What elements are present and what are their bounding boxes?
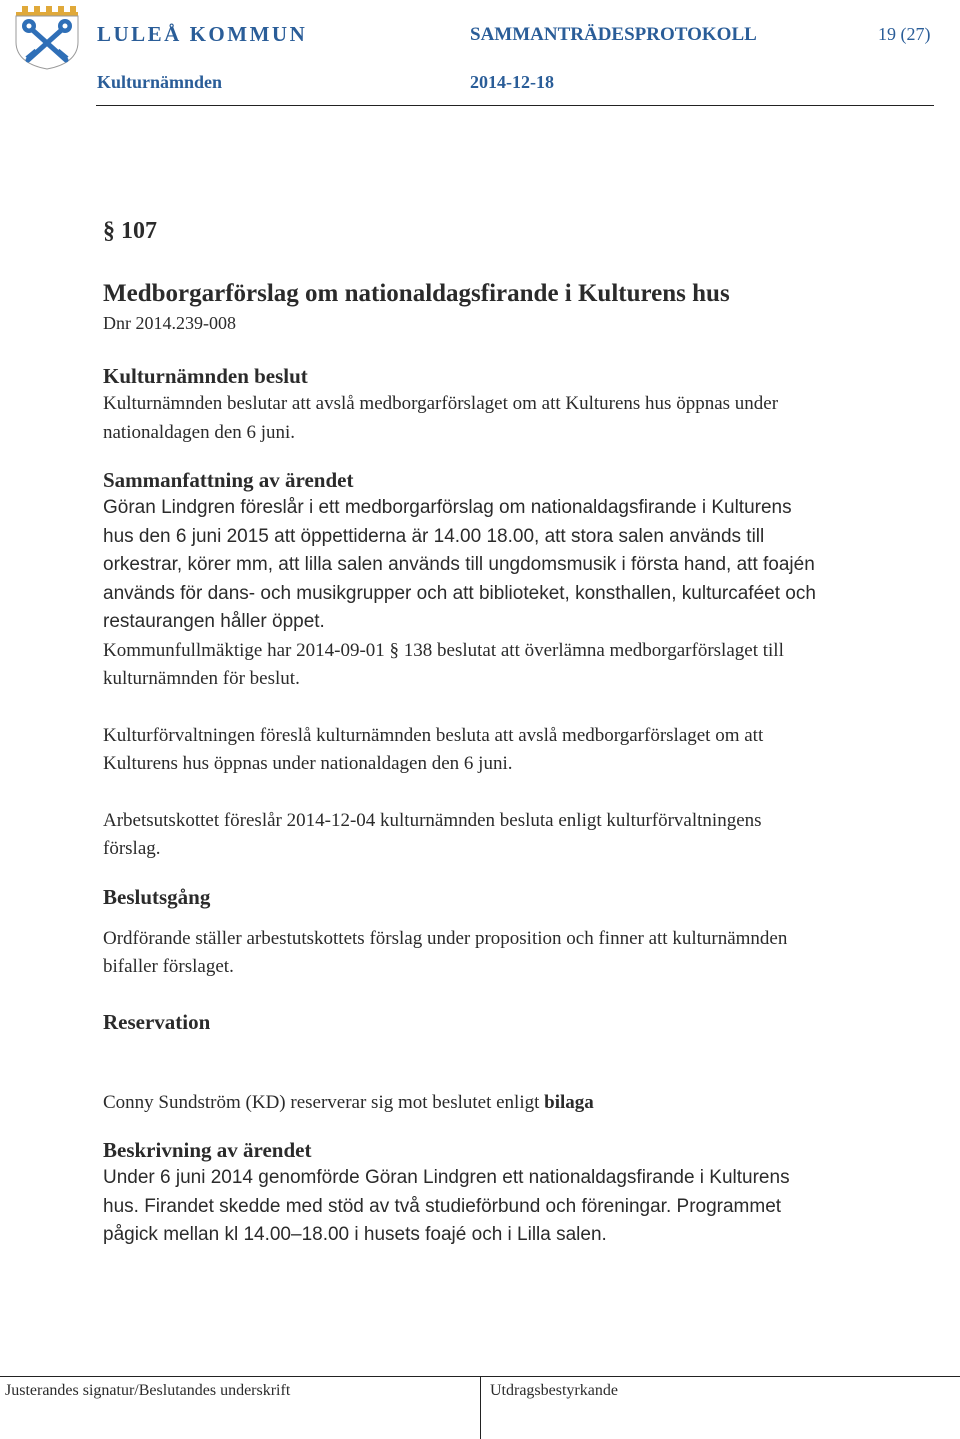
decision-heading: Kulturnämnden beslut — [103, 364, 308, 388]
summary-heading: Sammanfattning av ärendet — [103, 468, 354, 492]
description-text: Under 6 juni 2014 genomförde Göran Lindgren ett nationaldagsfirande i Kulturens hus. Firandet skedde med stöd av två studieförbund och föreningar. Programmet pågick mellan kl 14.00–18.00 i husets foajé och i Lilla salen. — [103, 1167, 790, 1245]
decision-process-heading: Beslutsgång — [103, 884, 211, 909]
header-divider — [96, 105, 934, 106]
signature-field-label: Justerandes signatur/Beslutandes underskrift — [5, 1382, 291, 1399]
diary-number: Dnr 2014.239-008 — [103, 313, 236, 333]
section-title: Medborgarförslag om nationaldagsfirande i Kulturens hus — [103, 280, 730, 307]
document-body — [103, 218, 823, 1250]
page-number: 19 (27) — [878, 24, 931, 44]
reservation-text-main: Conny Sundström (KD) reserverar sig mot beslutet enligt — [103, 1091, 545, 1113]
section-number: § 107 — [103, 218, 157, 244]
footer-separator — [480, 1376, 481, 1439]
summary-text-2: Kommunfullmäktige har 2014-09-01 § 138 beslutat att överlämna medborgarförslaget till kulturnämnden för beslut. — [103, 639, 784, 689]
meeting-date: 2014-12-18 — [470, 72, 554, 92]
municipality-coat-of-arms-logo — [12, 4, 82, 70]
reservation-text — [103, 1089, 823, 1118]
document-type: SAMMANTRÄDESPROTOKOLL — [470, 24, 757, 45]
attachment-reference: bilaga — [544, 1091, 594, 1113]
decision-process-text: Ordförande ställer arbestutskottets förslag under proposition och finner att kulturnämnden bifaller förslaget. — [103, 927, 788, 977]
reservation-heading: Reservation — [103, 1009, 211, 1034]
summary-text-4: Arbetsutskottet föreslår 2014-12-04 kulturnämnden besluta enligt kulturförvaltningens förslag. — [103, 809, 762, 859]
extract-certification-label: Utdragsbestyrkande — [490, 1382, 618, 1399]
decision-text: Kulturnämnden beslutar att avslå medborgarförslaget om att Kulturens hus öppnas under nationaldagen den 6 juni. — [103, 393, 779, 443]
description-heading: Beskrivning av ärendet — [103, 1138, 312, 1162]
municipality-name: LULEÅ KOMMUN — [97, 22, 308, 46]
summary-text-1: Göran Lindgren föreslår i ett medborgarförslag om nationaldagsfirande i Kulturens hus den 6 juni 2015 att öppettiderna är 14.00 18.00, att stora salen används till orkestrar, körer mm, att lilla salen används till ungdomsmusik i första hand, att foajén används för dans- och musikgrupper och att biblioteket, konsthallen, kulturcaféet och restaurangen håller öppet. — [103, 497, 816, 632]
board-name: Kulturnämnden — [97, 72, 223, 92]
summary-text-3: Kulturförvaltningen föreslå kulturnämnden besluta att avslå medborgarförslaget om att Kulturens hus öppnas under nationaldagen den 6 juni. — [103, 724, 764, 774]
